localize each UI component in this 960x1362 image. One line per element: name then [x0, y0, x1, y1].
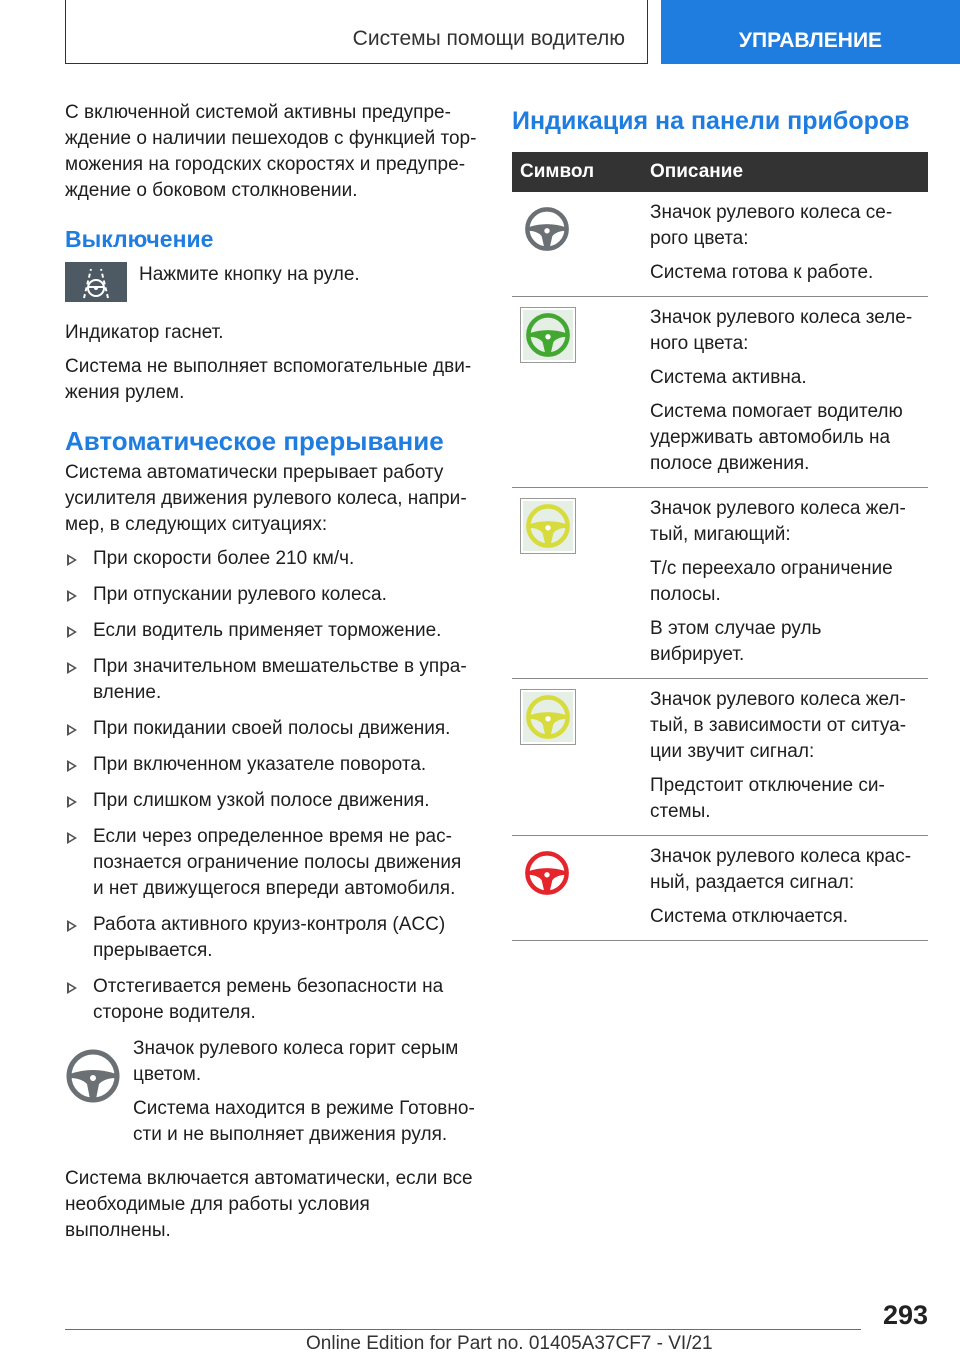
steering-wheel-grey-icon [65, 1048, 121, 1104]
description-line: В этом случае руль вибрирует. [650, 618, 822, 665]
list-item: Если водитель применяет торможение. [65, 618, 477, 644]
auto-on-paragraph: Система включается автоматически, если все необходимые для работы условия выполнены. [65, 1168, 473, 1241]
description-line: Значок рулевого колеса желтый, мигающий: [650, 498, 906, 545]
description-cell [642, 836, 928, 941]
symbol-cell [512, 679, 642, 836]
footer-divider [65, 1329, 861, 1330]
triangle-bullet-icon [67, 920, 77, 932]
column-header-description: Описание [642, 152, 928, 192]
description-line: Значок рулевого колеса серого цвета: [650, 202, 893, 249]
page-number: 293 [882, 1300, 928, 1330]
list-item: Отстегивается ремень безопасности на стороне водителя. [65, 974, 477, 1026]
description-line: Система помогает водителю удерживать автомобиль на полосе движения. [650, 401, 903, 474]
triangle-bullet-icon [67, 626, 77, 638]
auto-intro: Система автоматически прерывает работу усилителя движения рулевого колеса, например, в следующих ситуациях: [65, 462, 467, 535]
chapter-title: УПРАВЛЕНИЕ [738, 29, 883, 52]
triangle-bullet-icon [67, 796, 77, 808]
steering-wheel-grey-icon [522, 204, 572, 254]
table-row [512, 192, 928, 297]
description-cell [642, 488, 928, 679]
grey-note-2: Система находится в режиме Готовности и не выполняет движения руля. [133, 1098, 475, 1145]
table-row [512, 836, 928, 941]
off-result-1: Индикатор гаснет. [65, 322, 224, 343]
lane-assist-button-icon [65, 262, 127, 302]
triangle-bullet-icon [67, 590, 77, 602]
right-column [512, 100, 928, 941]
description-cell [642, 192, 928, 297]
symbol-cell [512, 488, 642, 679]
description-line: Система активна. [650, 367, 807, 388]
off-result-2: Система не выполняет вспомогательные движения рулем. [65, 356, 472, 403]
grey-note-1: Значок рулевого колеса горит серым цветом. [133, 1038, 459, 1085]
steering-wheel-red-icon [522, 848, 572, 898]
auto-heading: Автоматическое прерывание [65, 426, 444, 456]
off-step-row [65, 262, 477, 302]
steering-wheel-green-icon [523, 310, 573, 360]
description-line: Значок рулевого колеса зеленого цвета: [650, 307, 913, 354]
description-line: Предстоит отключение системы. [650, 775, 885, 822]
symbol-frame [520, 498, 576, 554]
indicator-heading: Индикация на панели приборов [512, 107, 910, 135]
symbol-cell [512, 297, 642, 488]
auto-bullet-list [65, 546, 477, 1026]
description-line: Т/с переехало ограничение полосы. [650, 558, 893, 605]
symbol-frame [520, 689, 576, 745]
list-item: Если через определенное время не распознается ограничение полосы движения и нет движущегося впереди автомобиля. [65, 824, 477, 902]
symbol-frame [520, 307, 576, 363]
table-row [512, 679, 928, 836]
off-heading: Выключение [65, 226, 214, 252]
list-item: При отпускании рулевого колеса. [65, 582, 477, 608]
symbol-cell [512, 836, 642, 941]
grey-wheel-note [65, 1036, 477, 1148]
symbol-frame [520, 846, 574, 900]
list-item: Работа активного круиз-контроля (ACC) прерывается. [65, 912, 477, 964]
chapter-tab [661, 0, 960, 64]
description-cell [642, 297, 928, 488]
left-column [65, 100, 477, 1244]
description-line: Значок рулевого колеса желтый, в зависимости от ситуации звучит сигнал: [650, 689, 907, 762]
list-item: При скорости более 210 км/ч. [65, 546, 477, 572]
list-item: При включенном указателе поворота. [65, 752, 477, 778]
indicator-table [512, 152, 928, 941]
steering-wheel-yellow-icon [523, 501, 573, 551]
description-line: Система готова к работе. [650, 262, 874, 283]
description-cell [642, 679, 928, 836]
off-step-text: Нажмите кнопку на руле. [139, 264, 360, 285]
footer-edition: Online Edition for Part no. 01405A37CF7 - VI/21 [306, 1333, 713, 1354]
list-item: При покидании своей полосы движения. [65, 716, 477, 742]
triangle-bullet-icon [67, 982, 77, 994]
triangle-bullet-icon [67, 832, 77, 844]
description-line: Система отключается. [650, 906, 849, 927]
triangle-bullet-icon [67, 724, 77, 736]
triangle-bullet-icon [67, 662, 77, 674]
symbol-cell [512, 192, 642, 297]
table-row [512, 488, 928, 679]
header-section-box [65, 0, 648, 64]
description-line: Значок рулевого колеса красный, раздается сигнал: [650, 846, 912, 893]
section-title: Системы помощи водителю [352, 27, 625, 50]
column-header-symbol: Символ [512, 152, 642, 192]
table-row [512, 297, 928, 488]
symbol-frame [520, 202, 574, 256]
triangle-bullet-icon [67, 554, 77, 566]
intro-paragraph: С включенной системой активны предупреждение о наличии пешеходов с функцией торможения на городских скоростях и предупреждение о боковом столкновении. [65, 102, 477, 201]
table-header-row [512, 152, 928, 192]
list-item: При слишком узкой полосе движения. [65, 788, 477, 814]
steering-wheel-yellow-icon [523, 692, 573, 742]
list-item: При значительном вмешательстве в управление. [65, 654, 477, 706]
indicator-table-body [512, 192, 928, 941]
triangle-bullet-icon [67, 760, 77, 772]
